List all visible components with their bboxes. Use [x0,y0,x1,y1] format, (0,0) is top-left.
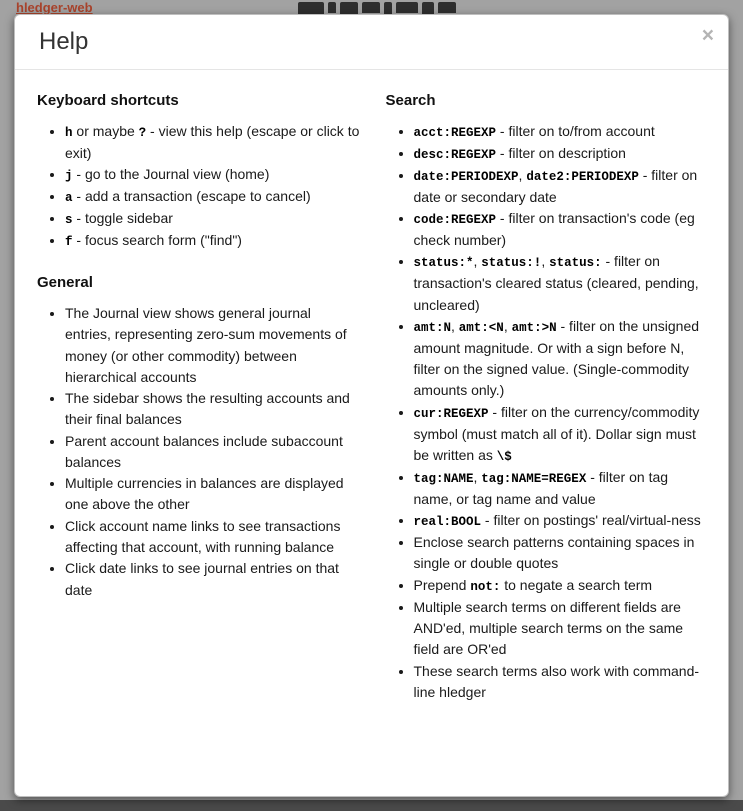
general-list [37,303,360,601]
modal-header [15,15,728,70]
code-segment: \$ [496,449,512,464]
text-segment: , [518,166,527,183]
code-segment: amt:>N [511,320,557,335]
glyph-blob [298,2,324,14]
text-segment: - add a transaction (escape to cancel) [72,188,311,205]
list-item [65,208,360,230]
text-segment: - filter on date or secondary date [413,166,698,205]
list-item [65,186,360,208]
glyph-blob [396,2,418,13]
text-segment: or maybe [72,122,139,139]
section-heading-keyboard-shortcuts: Keyboard shortcuts [37,91,179,109]
list-item [65,558,360,601]
glyph-blob [328,2,336,13]
glyph-blob [438,2,456,13]
text-segment: - go to the Journal view (home) [72,166,270,183]
list-item [414,402,709,467]
close-icon[interactable]: × [701,24,714,47]
text-segment: , [503,317,512,334]
code-segment: code:REGEXP [413,213,497,228]
code-segment: date2:PERIODEXP [526,169,639,184]
list-item [414,510,709,532]
code-segment: ? [138,125,147,140]
text-segment: Prepend [413,576,471,593]
text-segment: Parent account balances include subaccount balances [65,432,343,470]
code-segment: cur:REGEXP [413,406,489,421]
list-item [65,388,360,431]
list-item [414,251,709,316]
text-segment: - toggle sidebar [72,210,173,227]
help-modal [14,14,729,797]
code-segment: real:BOOL [413,515,482,530]
text-segment: Click account name links to see transactions affecting that account, with running balance [65,517,341,555]
text-segment: Multiple currencies in balances are displayed one above the other [65,475,344,513]
glyph-blob [384,2,392,14]
search-terms-list [386,121,709,703]
code-segment: status:* [413,256,474,271]
text-segment: - focus search form ("find") [72,232,242,249]
list-item [65,121,360,164]
text-segment: to negate a search term [500,576,653,593]
code-segment: amt:N [413,320,452,335]
text-segment: , [541,253,550,270]
list-item [414,208,709,251]
list-item [414,575,709,597]
text-segment: - filter on tag name, or tag name and value [413,468,669,507]
text-segment: - filter on transaction's code (eg check number) [413,210,695,249]
text-segment: - filter on to/from account [496,122,655,139]
section-heading-search: Search [385,91,436,109]
text-segment: - filter on transaction's cleared status (cleared, pending, uncleared) [413,253,699,313]
text-segment: , [473,468,482,485]
right-column [386,82,709,725]
glyph-blob [362,2,380,13]
code-segment: f [65,235,73,250]
text-segment: , [473,253,482,270]
text-segment: Multiple search terms on different fields are AND'ed, multiple search terms on the same field are OR'ed [413,598,684,658]
list-item [414,143,709,165]
list-item [414,121,709,143]
background-page-top [0,0,743,14]
list-item [65,303,360,388]
list-item [414,165,709,208]
code-segment: date:PERIODEXP [413,169,519,184]
text-segment: - filter on description [496,144,626,161]
brand-link[interactable]: hledger-web [16,0,93,14]
text-segment: - view this help (escape or click to exit) [65,122,360,161]
code-segment: tag:NAME=REGEX [481,471,587,486]
code-segment: s [65,213,73,228]
list-item [65,230,360,252]
list-item [414,532,709,575]
list-item [65,516,360,559]
left-column [37,82,360,725]
list-item [65,431,360,474]
text-segment: The sidebar shows the resulting accounts and their final balances [65,390,350,428]
code-segment: amt:<N [458,320,504,335]
list-item [414,597,709,661]
section-heading-general: General [37,274,93,292]
modal-body [15,70,728,745]
text-segment: - filter on the currency/commodity symbol (must match all of it). Dollar sign must be written as [413,403,700,463]
glyph-blob [340,2,358,14]
list-item [414,316,709,402]
list-item [65,164,360,186]
text-segment: Enclose search patterns containing spaces in single or double quotes [413,534,695,572]
code-segment: desc:REGEXP [413,147,497,162]
modal-title: Help [39,28,89,55]
text-segment: - filter on the unsigned amount magnitude. Or with a sign before N, filter on the signed value. (Single-commodity amounts only.) [413,317,700,399]
glyph-blob [422,2,434,14]
code-segment: not: [470,579,501,594]
code-segment: status:! [481,256,542,271]
keyboard-shortcuts-list [37,121,360,252]
list-item [414,467,709,510]
text-segment: These search terms also work with command-line hledger [413,662,700,700]
background-page-bottom [0,800,743,811]
code-segment: h [65,125,73,140]
text-segment: , [451,317,459,334]
code-segment: acct:REGEXP [413,125,497,140]
code-segment: status: [549,256,602,271]
list-item [414,661,709,704]
list-item [65,473,360,516]
text-segment: - filter on postings' real/virtual-ness [481,512,701,529]
text-segment: The Journal view shows general journal entries, representing zero-sum movements of money (or other commodity) between hierarchical accounts [65,305,347,385]
code-segment: tag:NAME [413,471,474,486]
text-segment: Click date links to see journal entries on that date [65,560,339,598]
page-heading-clipped [298,2,460,14]
code-segment: a [65,191,73,206]
code-segment: j [65,169,73,184]
